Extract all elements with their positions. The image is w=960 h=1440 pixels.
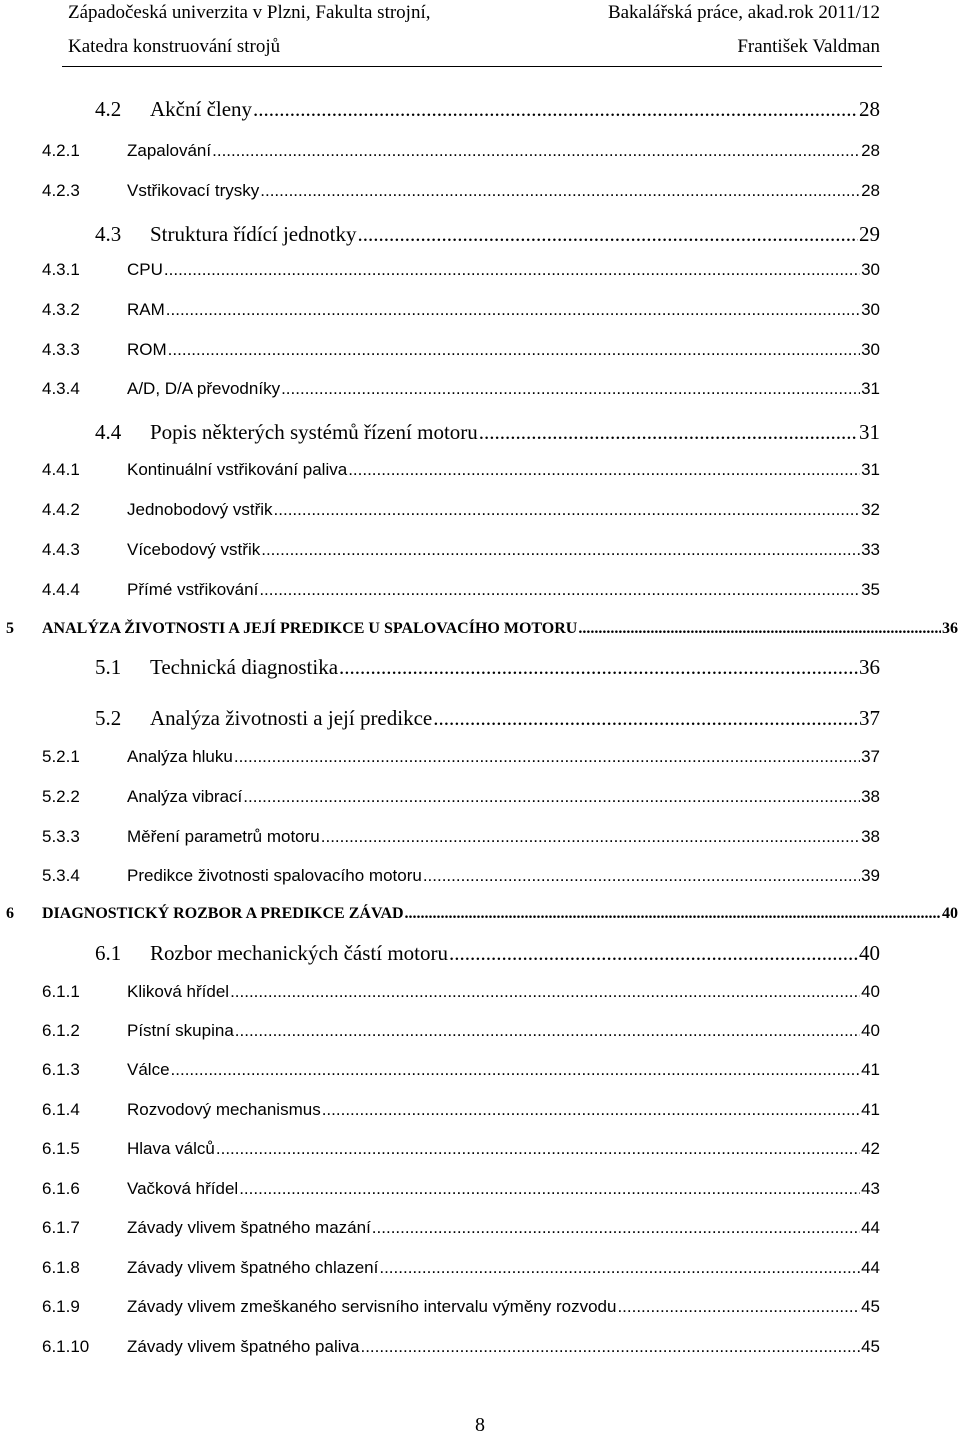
- toc-entry-number: 4.3.4: [42, 379, 80, 398]
- toc-entry-page: 31: [859, 420, 880, 444]
- toc-entry-page: 31: [861, 379, 880, 398]
- toc-entry[interactable]: [42, 500, 880, 520]
- toc-entry-number: 4.4: [95, 420, 122, 444]
- toc-entry-page: 30: [861, 260, 880, 279]
- toc-entry-title: Kliková hřídel: [127, 982, 230, 1001]
- toc-entry[interactable]: [42, 1060, 880, 1080]
- toc-entry-title: Závady vlivem špatného paliva: [127, 1337, 360, 1356]
- toc-entry-number: 5.3.4: [42, 866, 80, 885]
- toc-entry-number: 4.3.1: [42, 260, 80, 279]
- toc-entry-page: 44: [861, 1258, 880, 1277]
- toc-entry-number: 4.4.2: [42, 500, 80, 519]
- toc-entry-page: 37: [861, 747, 880, 766]
- toc-entry-page: 33: [861, 540, 880, 559]
- toc-entry[interactable]: [42, 787, 880, 807]
- toc-entry-title: Popis některých systémů řízení motoru: [150, 420, 478, 444]
- toc-dot-leader: [239, 1179, 860, 1199]
- toc-entry-number: 6.1.9: [42, 1297, 80, 1316]
- toc-entry-page: 41: [861, 1100, 880, 1119]
- toc-entry-title: Jednobodový vstřik: [127, 500, 273, 519]
- toc-dot-leader: [274, 500, 861, 520]
- toc-entry-title: Pístní skupina: [127, 1021, 234, 1040]
- toc-dot-leader: [234, 747, 860, 767]
- toc-entry-title: Přímé vstřikování: [127, 580, 259, 599]
- toc-entry-title: Predikce životnosti spalovacího motoru: [127, 866, 422, 885]
- toc-dot-leader: [423, 866, 860, 886]
- toc-entry-number: 6.1.1: [42, 982, 80, 1001]
- toc-dot-leader: [617, 1297, 860, 1317]
- header-author: František Valdman: [737, 36, 880, 57]
- toc-entry-title: Akční členy: [150, 97, 253, 121]
- toc-entry-page: 36: [859, 655, 880, 679]
- toc-entry-page: 28: [861, 181, 880, 200]
- toc-dot-leader: [230, 982, 860, 1002]
- toc-entry-title: Hlava válců: [127, 1139, 215, 1158]
- toc-entry[interactable]: [95, 97, 880, 122]
- toc-entry-number: 5.2: [95, 706, 122, 730]
- toc-entry-page: 40: [942, 905, 958, 922]
- toc-dot-leader: [261, 540, 860, 560]
- toc-entry-page: 45: [861, 1337, 880, 1356]
- toc-entry-page: 43: [861, 1179, 880, 1198]
- toc-entry[interactable]: [42, 1021, 880, 1041]
- toc-entry-page: 40: [861, 1021, 880, 1040]
- toc-entry-number: 6.1: [95, 941, 122, 965]
- toc-entry-title: Vačková hřídel: [127, 1179, 239, 1198]
- toc-entry[interactable]: [95, 706, 880, 731]
- toc-entry-page: 37: [859, 706, 880, 730]
- toc-entry[interactable]: [42, 1139, 880, 1159]
- toc-entry[interactable]: [42, 1218, 880, 1238]
- toc-dot-leader: [339, 655, 858, 680]
- toc-dot-leader: [168, 340, 860, 360]
- toc-entry-page: 30: [861, 300, 880, 319]
- toc-entry-title: Závady vlivem špatného chlazení: [127, 1258, 379, 1277]
- header-thesis: Bakalářská práce, akad.rok 2011/12: [607, 2, 880, 23]
- toc-entry[interactable]: [42, 1337, 880, 1357]
- toc-entry-title: Rozbor mechanických částí motoru: [150, 941, 448, 965]
- toc-dot-leader: [321, 827, 860, 847]
- toc-entry[interactable]: [42, 1258, 880, 1278]
- toc-entry-number: 4.4.3: [42, 540, 80, 559]
- toc-entry-page: 42: [861, 1139, 880, 1158]
- toc-entry-title: Měření parametrů motoru: [127, 827, 320, 846]
- toc-entry-number: 4.3: [95, 222, 122, 246]
- toc-entry-number: 5.2.1: [42, 747, 80, 766]
- toc-entry-page: 45: [861, 1297, 880, 1316]
- toc-dot-leader: [372, 1218, 860, 1238]
- toc-entry-title: Struktura řídící jednotky: [150, 222, 357, 246]
- toc-entry-title: Zapalování: [127, 141, 212, 160]
- toc-entry-page: 35: [861, 580, 880, 599]
- toc-entry-title: Analýza hluku: [127, 747, 233, 766]
- toc-entry[interactable]: [95, 655, 880, 680]
- toc-entry-page: 32: [861, 500, 880, 519]
- toc-dot-leader: [260, 181, 860, 201]
- toc-entry-number: 4.3.3: [42, 340, 80, 359]
- toc-dot-leader: [212, 141, 860, 161]
- toc-entry-page: 38: [861, 827, 880, 846]
- toc-entry-page: 31: [861, 460, 880, 479]
- toc-entry[interactable]: [42, 460, 880, 480]
- toc-entry[interactable]: [42, 827, 880, 847]
- toc-entry-title: Technická diagnostika: [150, 655, 339, 679]
- toc-entry[interactable]: [6, 905, 958, 923]
- toc-entry[interactable]: [42, 340, 880, 360]
- toc-dot-leader: [348, 460, 860, 480]
- toc-entry-number: 5: [6, 620, 14, 637]
- toc-entry-number: 4.2: [95, 97, 122, 121]
- toc-entry-page: 29: [859, 222, 880, 246]
- toc-entry-number: 4.3.2: [42, 300, 80, 319]
- toc-entry[interactable]: [6, 620, 958, 638]
- toc-entry-number: 6.1.10: [42, 1337, 90, 1356]
- toc-entry[interactable]: [42, 141, 880, 161]
- toc-entry-number: 6: [6, 905, 14, 922]
- toc-entry[interactable]: [42, 379, 880, 399]
- toc-entry-page: 44: [861, 1218, 880, 1237]
- toc-entry[interactable]: [42, 580, 880, 600]
- toc-entry-page: 40: [859, 941, 880, 965]
- toc-dot-leader: [164, 260, 860, 280]
- toc-dot-leader: [253, 97, 858, 122]
- toc-entry-title: Závady vlivem špatného mazání: [127, 1218, 371, 1237]
- toc-entry-title: Vstřikovací trysky: [127, 181, 260, 200]
- toc-entry[interactable]: [42, 540, 880, 560]
- toc-entry-number: 5.3.3: [42, 827, 80, 846]
- toc-entry[interactable]: [42, 866, 880, 886]
- toc-entry-title: Analýza životnosti a její predikce: [150, 706, 433, 730]
- toc-entry[interactable]: [42, 747, 880, 767]
- header-department: Katedra konstruování strojů: [68, 36, 281, 57]
- toc-entry[interactable]: [42, 300, 880, 320]
- toc-entry-number: 6.1.8: [42, 1258, 80, 1277]
- header-university: Západočeská univerzita v Plzni, Fakulta strojní,: [68, 2, 431, 23]
- toc-entry-title: ANALÝZA ŽIVOTNOSTI A JEJÍ PREDIKCE U SPALOVACÍHO MOTORU: [42, 620, 578, 637]
- toc-entry-page: 36: [942, 620, 958, 637]
- toc-entry-page: 28: [859, 97, 880, 121]
- toc-entry-page: 39: [861, 866, 880, 885]
- page-header-row-2: [68, 36, 880, 58]
- toc-entry-number: 4.4.1: [42, 460, 80, 479]
- header-divider: [62, 66, 882, 67]
- toc-entry-page: 28: [861, 141, 880, 160]
- toc-entry[interactable]: [42, 1297, 880, 1317]
- toc-entry-number: 4.2.3: [42, 181, 80, 200]
- toc-entry-number: 6.1.6: [42, 1179, 80, 1198]
- page-number: 8: [475, 1414, 485, 1436]
- toc-entry-number: 4.2.1: [42, 141, 80, 160]
- toc-dot-leader: [259, 580, 860, 600]
- toc-entry-number: 4.4.4: [42, 580, 80, 599]
- toc-entry-number: 5.2.2: [42, 787, 80, 806]
- toc-entry-number: 6.1.7: [42, 1218, 80, 1237]
- toc-entry-number: 6.1.3: [42, 1060, 80, 1079]
- toc-dot-leader: [357, 222, 858, 247]
- toc-dot-leader: [379, 1258, 860, 1278]
- toc-dot-leader: [360, 1337, 860, 1357]
- toc-entry-title: Kontinuální vstřikování paliva: [127, 460, 348, 479]
- toc-entry-number: 6.1.5: [42, 1139, 80, 1158]
- toc-entry[interactable]: [95, 941, 880, 966]
- toc-entry-title: Závady vlivem zmeškaného servisního intervalu výměny rozvodu: [127, 1297, 617, 1316]
- toc-entry[interactable]: [95, 222, 880, 247]
- toc-entry-title: Válce: [127, 1060, 170, 1079]
- toc-entry-page: 30: [861, 340, 880, 359]
- toc-entry-page: 40: [861, 982, 880, 1001]
- toc-dot-leader: [166, 300, 860, 320]
- toc-dot-leader: [216, 1139, 860, 1159]
- toc-entry-title: ROM: [127, 340, 167, 359]
- toc-entry-title: Analýza vibrací: [127, 787, 243, 806]
- toc-dot-leader: [479, 420, 858, 445]
- toc-entry-title: CPU: [127, 260, 163, 279]
- toc-entry[interactable]: [42, 181, 880, 201]
- toc-dot-leader: [405, 905, 941, 923]
- toc-entry-page: 38: [861, 787, 880, 806]
- toc-entry-title: Rozvodový mechanismus: [127, 1100, 321, 1119]
- toc-entry-number: 5.1: [95, 655, 122, 679]
- toc-entry-page: 41: [861, 1060, 880, 1079]
- toc-dot-leader: [322, 1100, 860, 1120]
- toc-dot-leader: [281, 379, 860, 399]
- toc-dot-leader: [449, 941, 858, 966]
- toc-entry[interactable]: [42, 260, 880, 280]
- toc-entry-title: Vícebodový vstřik: [127, 540, 261, 559]
- toc-dot-leader: [433, 706, 858, 731]
- toc-entry[interactable]: [95, 420, 880, 445]
- toc-entry-title: DIAGNOSTICKÝ ROZBOR A PREDIKCE ZÁVAD: [42, 905, 404, 922]
- page-header-row-1: [68, 2, 880, 24]
- toc-dot-leader: [171, 1060, 861, 1080]
- toc-dot-leader: [243, 787, 860, 807]
- toc-entry[interactable]: [42, 1179, 880, 1199]
- toc-dot-leader: [235, 1021, 860, 1041]
- toc-entry-title: A/D, D/A převodníky: [127, 379, 281, 398]
- toc-entry[interactable]: [42, 1100, 880, 1120]
- toc-entry-number: 6.1.2: [42, 1021, 80, 1040]
- toc-entry-title: RAM: [127, 300, 165, 319]
- toc-entry-number: 6.1.4: [42, 1100, 80, 1119]
- toc-entry[interactable]: [42, 982, 880, 1002]
- toc-dot-leader: [578, 620, 941, 638]
